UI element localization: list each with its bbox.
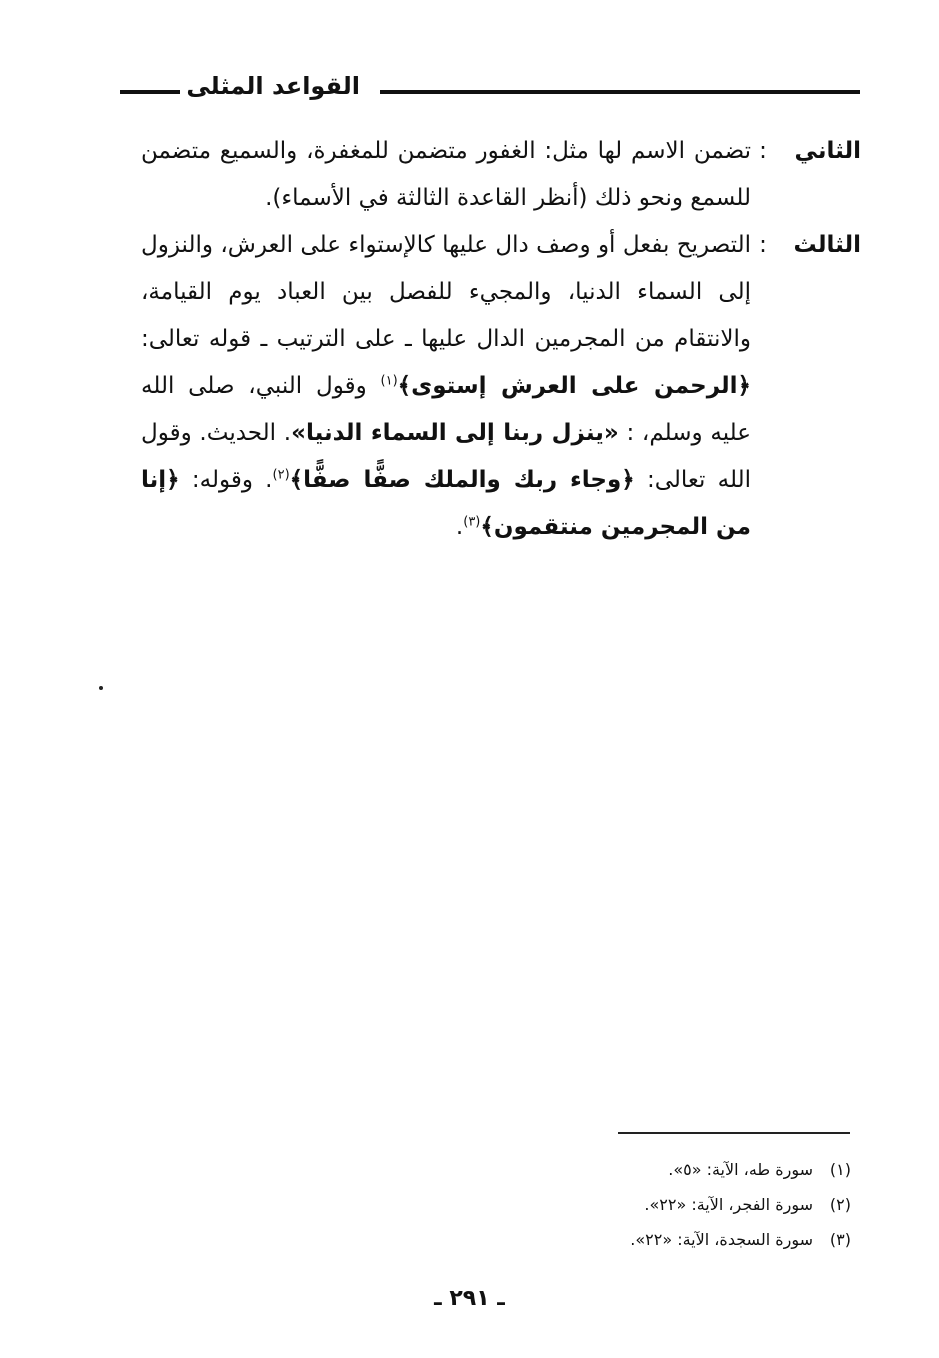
entry-third <box>141 222 861 551</box>
page-number: ـ ٢٩١ ـ <box>434 1286 505 1311</box>
footnote-number: (٣) <box>829 1230 851 1249</box>
quran-quote: ﴿إنا من المجرمين منتقمون﴾ <box>141 467 751 540</box>
entry-second <box>141 128 861 222</box>
entry-colon: : <box>759 138 767 164</box>
footnote-number: (١) <box>829 1160 851 1179</box>
text-segment: وقول النبي، صلى الله عليه وسلم، : <box>141 373 751 446</box>
main-text <box>141 128 861 551</box>
header-rule-left <box>120 90 180 94</box>
stray-dot <box>99 686 103 690</box>
entry-label: الثاني <box>794 138 861 164</box>
footnote-ref: (٣) <box>463 514 481 530</box>
footnote-number: (٢) <box>829 1195 851 1214</box>
footnote-item <box>491 1222 851 1257</box>
footnote-text: سورة الفجر، الآية: «٢٢». <box>644 1195 813 1214</box>
running-header <box>120 68 860 108</box>
entry-text <box>141 222 751 551</box>
entry-colon: : <box>759 232 767 258</box>
quran-quote: ﴿الرحمن على العرش إستوى﴾ <box>397 373 751 399</box>
footnote-item <box>491 1152 851 1187</box>
quran-quote: ﴿وجاء ربك والملك صفًّا صفًّا﴾ <box>289 467 635 493</box>
entry-text: تضمن الاسم لها مثل: الغفور متضمن للمغفرة، والسميع متضمن للسمع ونحو ذلك (أنظر القاعدة الثالثة في الأسماء). <box>141 138 751 211</box>
footnotes <box>491 1152 851 1257</box>
text-segment: التصريح بفعل أو وصف دال عليها كالإستواء على العرش، والنزول إلى السماء الدنيا، والمجيء للفصل بين العباد يوم القيامة، والانتقام من المجرمين الدال عليها ـ على الترتيب ـ قوله تعالى: <box>141 232 751 352</box>
footnote-ref: (١) <box>380 373 398 389</box>
text-segment: . وقوله: <box>179 467 273 493</box>
footnote-item <box>491 1187 851 1222</box>
footnote-ref: (٢) <box>272 467 290 483</box>
header-rule-right <box>380 90 860 94</box>
header-title: القواعد المثلى <box>186 72 360 100</box>
text-segment: . <box>455 514 464 540</box>
text-segment: . الحديث. وقول الله تعالى: <box>141 420 751 493</box>
footnote-text: سورة السجدة، الآية: «٢٢». <box>630 1230 813 1249</box>
entry-label: الثالث <box>793 232 861 258</box>
footnote-text: سورة طه، الآية: «٥». <box>668 1160 813 1179</box>
footnote-rule <box>618 1132 850 1134</box>
hadith-quote: «ينزل ربنا إلى السماء الدنيا» <box>291 420 619 446</box>
